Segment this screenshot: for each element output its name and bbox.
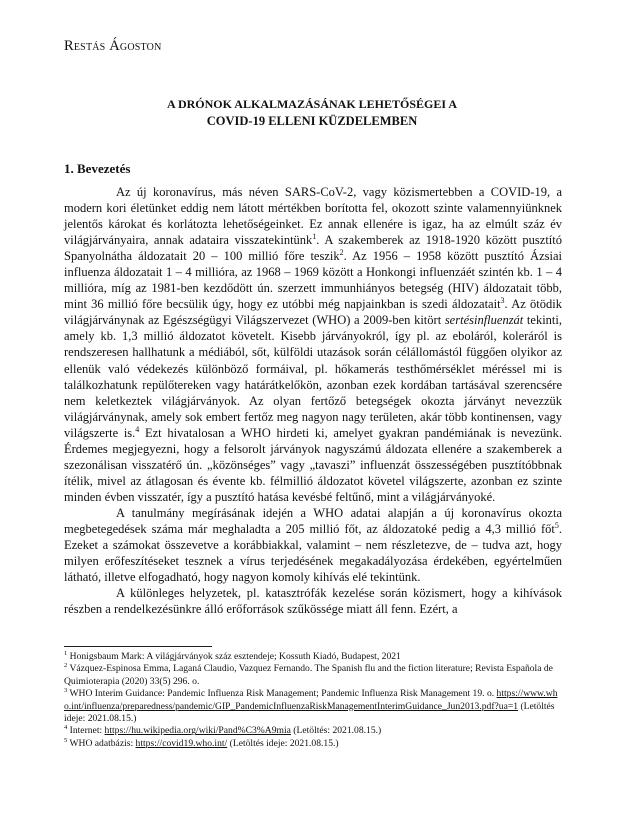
footnote-ref-5[interactable]: 5 [554,520,559,530]
footnotes [64,651,562,750]
footnote-4-link[interactable]: https://hu.wikipedia.org/wiki/Pand%C3%A9mia [104,725,291,737]
footnote-2: $^2$ Vázquez-Espinosa Emma, Laganá Claudio, Vazquez Fernando. The Spanish flu and the fiction literature; Revista Española de Quimioterapia (2020) 33(5) 296. o. [64,662,553,687]
italic-term: sertésinfluenzát [444,313,524,328]
footnote-separator [64,646,212,647]
paragraph-2: A tanulmány megírásának idején a WHO adatai alapján a új koronavírus okozta megbetegedések száma már meghaladta a 205 millió főt, az áldozatoké pedig a 4,3 millió főt$^5$. Ezeket a számokat összevetve a korábbiakkal, valamint – nem részletezve, de – tudva azt, hogy milyen erőfeszítéseket tesznek a vírus terjedésének megakadályozása érdekében, egyértelműen látható, illetve elfogadható, hogy nagyon komoly kihívás elé tekintünk. [64,505,562,585]
footnote-ref-1[interactable]: 1 [312,231,317,241]
paper-title-line-1: A DRÓNOK ALKALMAZÁSÁNAK LEHETŐSÉGEI A [166,97,458,111]
paragraph-3: A különleges helyzetek, pl. katasztrófák kezelése során közismert, hogy a kihívások részben a rendelkezésünkre álló erőforrások szűkössége miatt áll fenn. Ezért, a [64,586,562,617]
footnote-ref-4[interactable]: 4 [135,424,140,434]
footnote-3: $^3$ WHO Interim Guidance: Pandemic Influenza Risk Management; Pandemic Influenza Risk Management 19. o. https://www.who.int/influenza/preparedness/pandemic/GIP_PandemicInfluenzaRiskManagementInterimGuidance_Jun2013.pdf?ua=1 (Letöltés ideje: 2021.08.15.) [64,687,558,725]
footnote-5: $^5$ WHO adatbázis: https://covid19.who.int/ (Letöltés ideje: 2021.08.15.) [64,736,339,749]
footnote-ref-3[interactable]: 3 [500,296,505,306]
body-text [64,184,562,617]
footnote-4: $^4$ Internet: https://hu.wikipedia.org/wiki/Pand%C3%A9mia (Letöltés: 2021.08.15.) [64,724,382,737]
footnote-5-link[interactable]: https://covid19.who.int/ [135,737,228,749]
section-heading: 1. Bevezetés [64,161,131,176]
running-header-author: Restás Ágoston [64,38,162,54]
footnote-1: $^1$ Honigsbaum Mark: A világjárványok száz esztendeje; Kossuth Kiadó, Budapest, 2021 [64,649,401,662]
footnote-ref-2[interactable]: 2 [339,248,344,258]
footnote-3-link[interactable]: https://www.who.int/influenza/preparedness/pandemic/GIP_PandemicInfluenzaRiskManagementInterimGuidance_Jun2013.pdf?ua=1 [64,688,558,712]
paper-title-line-2: COVID-19 ELLENI KÜZDELEMBEN [206,114,418,128]
paragraph-1: Az új koronavírus, más néven SARS-CoV-2, vagy közismertebben a COVID-19, a modern kori életünket eddig nem látott mértékben borította fel, okozott szinte valamennyiünknek jelentős károkat és korlátozta lehetőségeinket. Ez annak ellenére is igaz, ha az elmúlt száz év világjárványaira, annak adataira visszatekintünk$^1$. A szakemberek az 1918-1920 között pusztító Spanyolnátha áldozatait 20 – 100 millió főre teszik$^2$. Az 1956 – 1958 között pusztító Ázsiai influenza áldozatait 1 – 4 millióra, az 1968 – 1969 között a Honkongi influenzáét szintén kb. 1 – 4 millióra, míg az 1981-ben kezdődött ún. szerzett immunhiányos betegség (HIV) áldozatait több, mint 36 millió főre becsülik úgy, hogy ez utóbbi még napjainkban is szedi áldozatait$^3$. Az ötödik világjárványnak az Egészségügyi Világszervezet (WHO) a 2009-ben kitört sertésinfluenzát tekinti, amely kb. 1,3 millió áldozatot követelt. Kisebb járványokról, így pl. az eboláról, koleráról is rendszeresen hallhatunk a médiából, sőt, külföldi utazások során célállomástól függően olyikor az ellenük való védekezés különböző formáival, pl. hőkamerás testhőmérséklet méréssel mi is találkozhatunk repülőtereken vagy határátkelőkön, azonban ezek kordában tartásával szerencsére nem keletkeztek világjárványok. Az olyan fertőző betegségek okozta járványt nevezzük világjárványnak, amely sok embert fertőz meg nagyon nagy területen, akár több kontinensen, vagy világszerte is.$^4$ Ezt hivatalosan a WHO hirdeti ki, amelyet gyakran pandémiának is nevezünk. Érdemes megjegyezni, hogy a felsorolt járványok nagyszámú áldozata ellenére a szakemberek a szezonálisan visszatérő ún. „közönséges” vagy „tavaszi” influenzát összességében pusztítóbbnak ítélik, mivel az átlagosan és évente kb. félmillió áldozatot követel világszerte, azonban ez szinte minden évben visszatér, így a pusztító hatása kevésbé feltűnő, mint a világjárványoké. [64,185,562,504]
